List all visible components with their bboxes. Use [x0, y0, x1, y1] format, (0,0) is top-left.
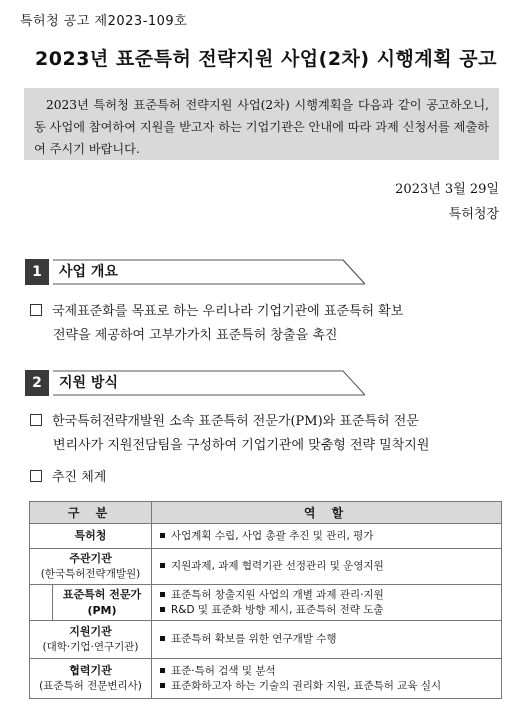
notice-issuer: 특허청장 — [448, 207, 499, 222]
org-sub: (표준특허 전문변리사) — [39, 680, 142, 692]
bullet-square-icon — [160, 533, 165, 538]
org-name: 주관기관 — [69, 552, 112, 565]
table-header: 역 할 — [152, 502, 502, 524]
section-header-1 — [25, 259, 365, 285]
bullet-square-icon — [160, 636, 165, 641]
checkbox-square-icon — [30, 414, 42, 426]
bullet-item: 한국특허전략개발원 소속 표준특허 전문가(PM)와 표준특허 전문 변리사가 지원전담팀을 구성하여 기업기관에 맞춤형 전략 밀착지원 — [30, 410, 502, 458]
bullet-square-icon — [160, 683, 165, 688]
section-label: 사업 개요 — [59, 264, 118, 280]
org-name: 지원기관 — [69, 625, 112, 638]
role-text: 지원과제, 과제 협력기관 선정관리 및 운영지원 — [171, 560, 384, 572]
checkbox-square-icon — [30, 470, 42, 482]
bullet-square-icon — [160, 668, 165, 673]
intro-box — [24, 88, 499, 160]
checkbox-square-icon — [30, 304, 42, 316]
org-sub: (한국특허전략개발원) — [40, 568, 141, 580]
table-row — [30, 524, 502, 549]
org-name: 표준특허 전문가 — [62, 587, 142, 601]
bullet-square-icon — [160, 563, 165, 568]
org-name: 협력기관 — [69, 664, 112, 677]
section-header-2 — [25, 370, 365, 396]
table-row — [30, 659, 502, 699]
notice-number: 특허청 공고 제2023-109호 — [20, 14, 188, 29]
org-sub: (PM) — [87, 603, 117, 617]
bullet-square-icon — [160, 592, 165, 597]
table-header: 구 분 — [30, 502, 152, 524]
table-row — [30, 621, 502, 659]
section-number: 1 — [25, 259, 49, 285]
role-text: 표준화하고자 하는 기술의 권리화 지원, 표준특허 교육 실시 — [171, 679, 442, 692]
org-sub: (대학·기업·연구기관) — [42, 641, 139, 653]
page-title: 2023년 표준특허 전략지원 사업(2차) 시행계획 공고 — [35, 48, 497, 70]
table-header-row — [30, 502, 502, 524]
notice-date: 2023년 3월 29일 — [395, 182, 499, 197]
table-row — [30, 549, 502, 585]
bullet-item: 추진 체계 — [30, 466, 502, 490]
table-row — [30, 585, 502, 621]
role-text: 표준특허 확보를 위한 연구개발 수행 — [171, 633, 337, 645]
org-name: 특허청 — [74, 529, 107, 542]
section-label: 지원 방식 — [59, 375, 118, 391]
bullet-square-icon — [160, 607, 165, 612]
role-text: 사업계획 수립, 사업 총괄 추진 및 관리, 평가 — [171, 529, 374, 542]
role-text: R&D 및 표준화 방향 제시, 표준특허 전략 도출 — [171, 603, 384, 616]
section-number: 2 — [25, 370, 49, 396]
organization-table — [29, 501, 502, 699]
role-text: 표준·특허 검색 및 분석 — [171, 664, 276, 677]
role-text: 표준특허 창출지원 사업의 개별 과제 관리·지원 — [171, 588, 384, 601]
bullet-item: 국제표준화를 목표로 하는 우리나라 기업기관에 표준특허 확보 전략을 제공하여 고부가가치 표준특허 창출을 촉진 — [30, 300, 502, 348]
intro-text: 2023년 특허청 표준특허 전략지원 사업(2차) 시행계획을 다음과 같이 공고하오니, 동 사업에 참여하여 지원을 받고자 하는 기업기관은 안내에 따라 과제 신청서를 제출하여 주시기 바랍니다. — [34, 98, 489, 156]
